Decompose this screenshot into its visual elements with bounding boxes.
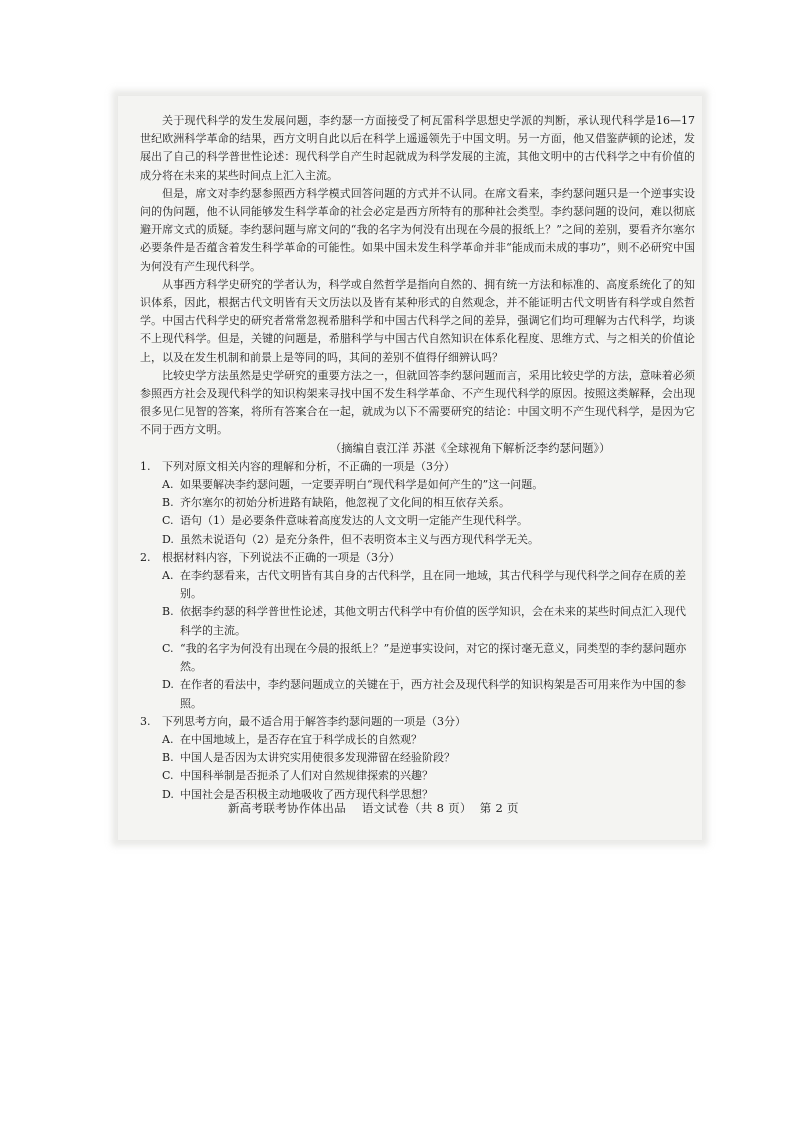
option-c: C. 中国科举制是否扼杀了人们对自然规律探索的兴趣？ (162, 769, 433, 783)
question-2 (140, 549, 695, 713)
passage-paragraph-1: 关于现代科学的发生发展问题，李约瑟一方面接受了柯瓦雷科学思想史学派的判断，承认现代科学是16—17世纪欧洲科学革命的结果，西方文明自此以后在科学上遥遥领先于中国文明。另一方面，他又借鉴萨顿的论述，发展出了自己的科学普世性论述：现代科学自产生时起就成为科学发展的主流，其他文明中的古代科学之中有价值的成分将在未来的某些时间点上汇入主流。 (140, 114, 695, 182)
question-1 (140, 458, 695, 549)
question-number: 2. (140, 550, 151, 564)
passage-paragraph-4: 比较史学方法虽然是史学研究的重要方法之一，但就回答李约瑟问题而言，采用比较史学的方法，意味着必须参照西方社会及现代科学的知识构架来寻找中国不发生科学革命、不产生现代科学的原因。按照这类解释，会出现很多见仁见智的答案，将所有答案合在一起，就成为以下不需要研究的结论：中国文明不产生现代科学，是因为它不同于西方文明。 (140, 368, 695, 437)
option-a: A. 如果要解决李约瑟问题，一定要弄明白“现代科学是如何产生的”这一问题。 (162, 478, 544, 492)
footer-paper: 语文试卷（共 8 页） (361, 801, 472, 815)
question-stem: 根据材料内容，下列说法不正确的一项是（3分） (162, 550, 400, 564)
option-d: D. 中国社会是否积极主动地吸收了西方现代科学思想？ (162, 787, 433, 801)
option-b: B. 依据李约瑟的科学普世性论述，其他文明古代科学中有价值的医学知识，会在未来的某些时间点汇入现代科学的主流。 (162, 605, 686, 637)
question-stem: 下列对原文相关内容的理解和分析，不正确的一项是（3分） (162, 459, 455, 473)
passage-paragraph-3: 从事西方科学史研究的学者认为，科学或自然哲学是指向自然的、拥有统一方法和标准的、高度系统化了的知识体系，因此，根据古代文明皆有天文历法以及皆有某种形式的自然观念，并不能证明古代文明皆有科学或自然哲学。中国古代科学史的研究者常常忽视希腊科学和中国古代科学之间的差异，强调它们均可理解为古代科学，均谈不上现代科学。但是，关键的问题是，希腊科学与中国古代自然知识在体系化程度、思维方式、与之相关的价值论上，以及在发生机制和前景上是等同的吗，其间的差别不值得仔细辨认吗？ (140, 277, 695, 364)
passage-source: （摘编自袁江洋 苏湛《全球视角下解析泛李约瑟问题》） (330, 441, 611, 455)
option-b: B. 齐尔塞尔的初始分析进路有缺陷，他忽视了文化间的相互依存关系。 (162, 496, 510, 510)
option-c: C. 语句（1）是必要条件意味着高度发达的人文文明一定能产生现代科学。 (162, 514, 528, 528)
page-footer (228, 800, 519, 816)
question-3 (140, 713, 695, 804)
option-d: D. 在作者的看法中，李约瑟问题成立的关键在于，西方社会及现代科学的知识构架是否可用来作为中国的参照。 (162, 678, 686, 710)
option-a: A. 在李约瑟看来，古代文明皆有其自身的古代科学，且在同一地域，其古代科学与现代科学之间存在质的差别。 (162, 569, 686, 601)
option-b: B. 中国人是否因为太讲究实用使很多发现滞留在经验阶段？ (162, 751, 455, 765)
question-stem: 下列思考方向，最不适合用于解答李约瑟问题的一项是（3分） (162, 714, 466, 728)
question-number: 3. (140, 714, 151, 728)
page-content (140, 112, 695, 804)
option-c: C. “我的名字为何没有出现在今晨的报纸上？”是逆事实设问，对它的探讨毫无意义，同类型的李约瑟问题亦然。 (162, 641, 687, 674)
footer-page-number: 第 2 页 (479, 801, 519, 815)
question-number: 1. (140, 459, 151, 473)
footer-publisher: 新高考联考协作体出品 (228, 801, 346, 815)
option-a: A. 在中国地域上，是否存在宜于科学成长的自然观？ (162, 732, 422, 746)
option-d: D. 虽然未说语句（2）是充分条件，但不表明资本主义与西方现代科学无关。 (162, 532, 539, 546)
passage-paragraph-2: 但是，席文对李约瑟参照西方科学模式回答问题的方式并不认同。在席文看来，李约瑟问题只是一个逆事实设问的伪问题，他不认同能够发生科学革命的社会必定是西方所特有的那种社会类型。李约瑟问题的设问，难以彻底避开席文式的质疑。李约瑟问题与席文问的“我的名字为何没有出现在今晨的报纸上？”之间的差别，要看齐尔塞尔必要条件是否蕴含着发生科学革命的可能性。如果中国未发生科学革命并非“能成而未成的事功”，则不必研究中国为何没有产生现代科学。 (140, 186, 695, 273)
